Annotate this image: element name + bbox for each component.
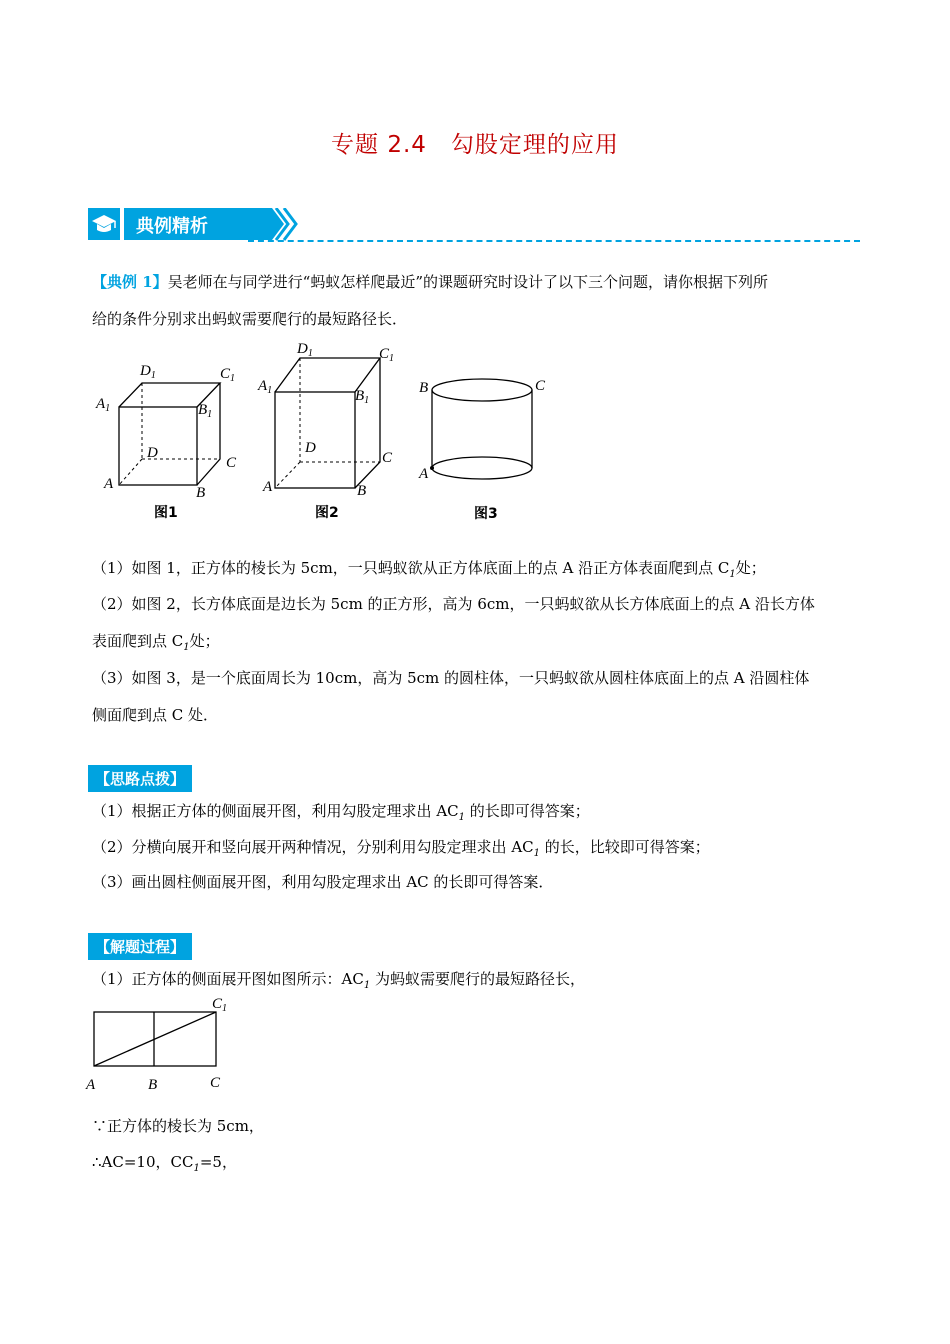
figure-1-cube [92,355,252,525]
solution-line-1: （1）正方体的侧面展开图如图所示：$AC_1$ 为蚂蚁需要爬行的最短路径长， [92,970,586,991]
label-C: C [382,450,393,466]
solution-tag: 【解题过程】 [88,933,192,960]
label-C1: $C_1$ [379,346,395,364]
diagram-label-A: A [86,1077,96,1093]
figure-3-cylinder [412,370,562,525]
label-D1: $D_1$ [297,341,313,359]
diagram-label-C1: $C_1$ [212,996,228,1014]
diagonal-path [94,1012,216,1066]
example-tag: 【典例 1】 [92,273,168,291]
label-C1: $C_1$ [220,366,236,384]
unfolded-net-diagram [82,996,242,1096]
hint-1: （1）根据正方体的侧面展开图，利用勾股定理求出 $AC_1$ 的长即可得答案； [92,802,590,823]
diagram-label-C: C [210,1075,221,1091]
label-C: C [226,455,237,471]
example-intro-line1: 【典例 1】吴老师在与同学进行“蚂蚁怎样爬最近”的课题研究时设计了以下三个问题，请你根据下列所 [92,273,769,291]
label-A1: $A_1$ [258,378,273,396]
hint-3: （3）画出圆柱侧面展开图，利用勾股定理求出 AC 的长即可得答案． [92,873,554,891]
solution-line-3: ∴AC=10，$CC_1=5$， [92,1153,237,1174]
label-A1: $A_1$ [96,396,111,414]
example-intro-line2: 给的条件分别求出蚂蚁需要爬行的最短路径长． [92,310,408,328]
section-title: 典例精析 [136,216,208,237]
question-1: （1）如图 1，正方体的棱长为 5cm，一只蚂蚁欲从正方体底面上的点 A 沿正方体表面爬到点 $C_1$处； [92,559,766,580]
label-A: A [104,476,114,492]
solution-line-2: ∵正方体的棱长为 5cm， [92,1117,264,1135]
question-3-line2: 侧面爬到点 C 处． [92,706,219,724]
question-2-line1: （2）如图 2，长方体底面是边长为 5cm 的正方形，高为 6cm，一只蚂蚁欲从长方体底面上的点 A 沿长方体 [92,595,815,613]
question-2-line2: 表面爬到点 $C_1$处； [92,632,220,653]
figure-2-caption: 图2 [315,505,339,521]
hint-2: （2）分横向展开和竖向展开两种情况，分别利用勾股定理求出 $AC_1$ 的长，比较即可得答案； [92,838,710,859]
graduation-cap-icon [88,208,120,240]
diagram-label-B: B [148,1077,158,1093]
label-B1: $B_1$ [355,388,370,406]
label-D1: $D_1$ [140,363,156,381]
label-A: A [419,466,429,482]
label-B1: $B_1$ [198,402,213,420]
label-B: B [196,485,206,501]
figure-2-cuboid [255,340,415,525]
question-3-line1: （3）如图 3，是一个底面周长为 10cm，高为 5cm 的圆柱体，一只蚂蚁欲从圆柱体底面上的点 A 沿圆柱体 [92,669,810,687]
label-A: A [263,479,273,495]
label-C: C [535,378,546,394]
section-label [124,208,342,240]
label-B: B [357,483,367,499]
label-D: D [305,440,316,456]
hint-tag: 【思路点拨】 [88,765,192,792]
section-divider [248,240,860,242]
figure-3-caption: 图3 [474,506,498,522]
figure-1-caption: 图1 [154,505,178,521]
section-banner [88,208,863,244]
label-D: D [147,445,158,461]
page-title: 专题 2.4 勾股定理的应用 [331,132,619,158]
label-B: B [419,380,429,396]
